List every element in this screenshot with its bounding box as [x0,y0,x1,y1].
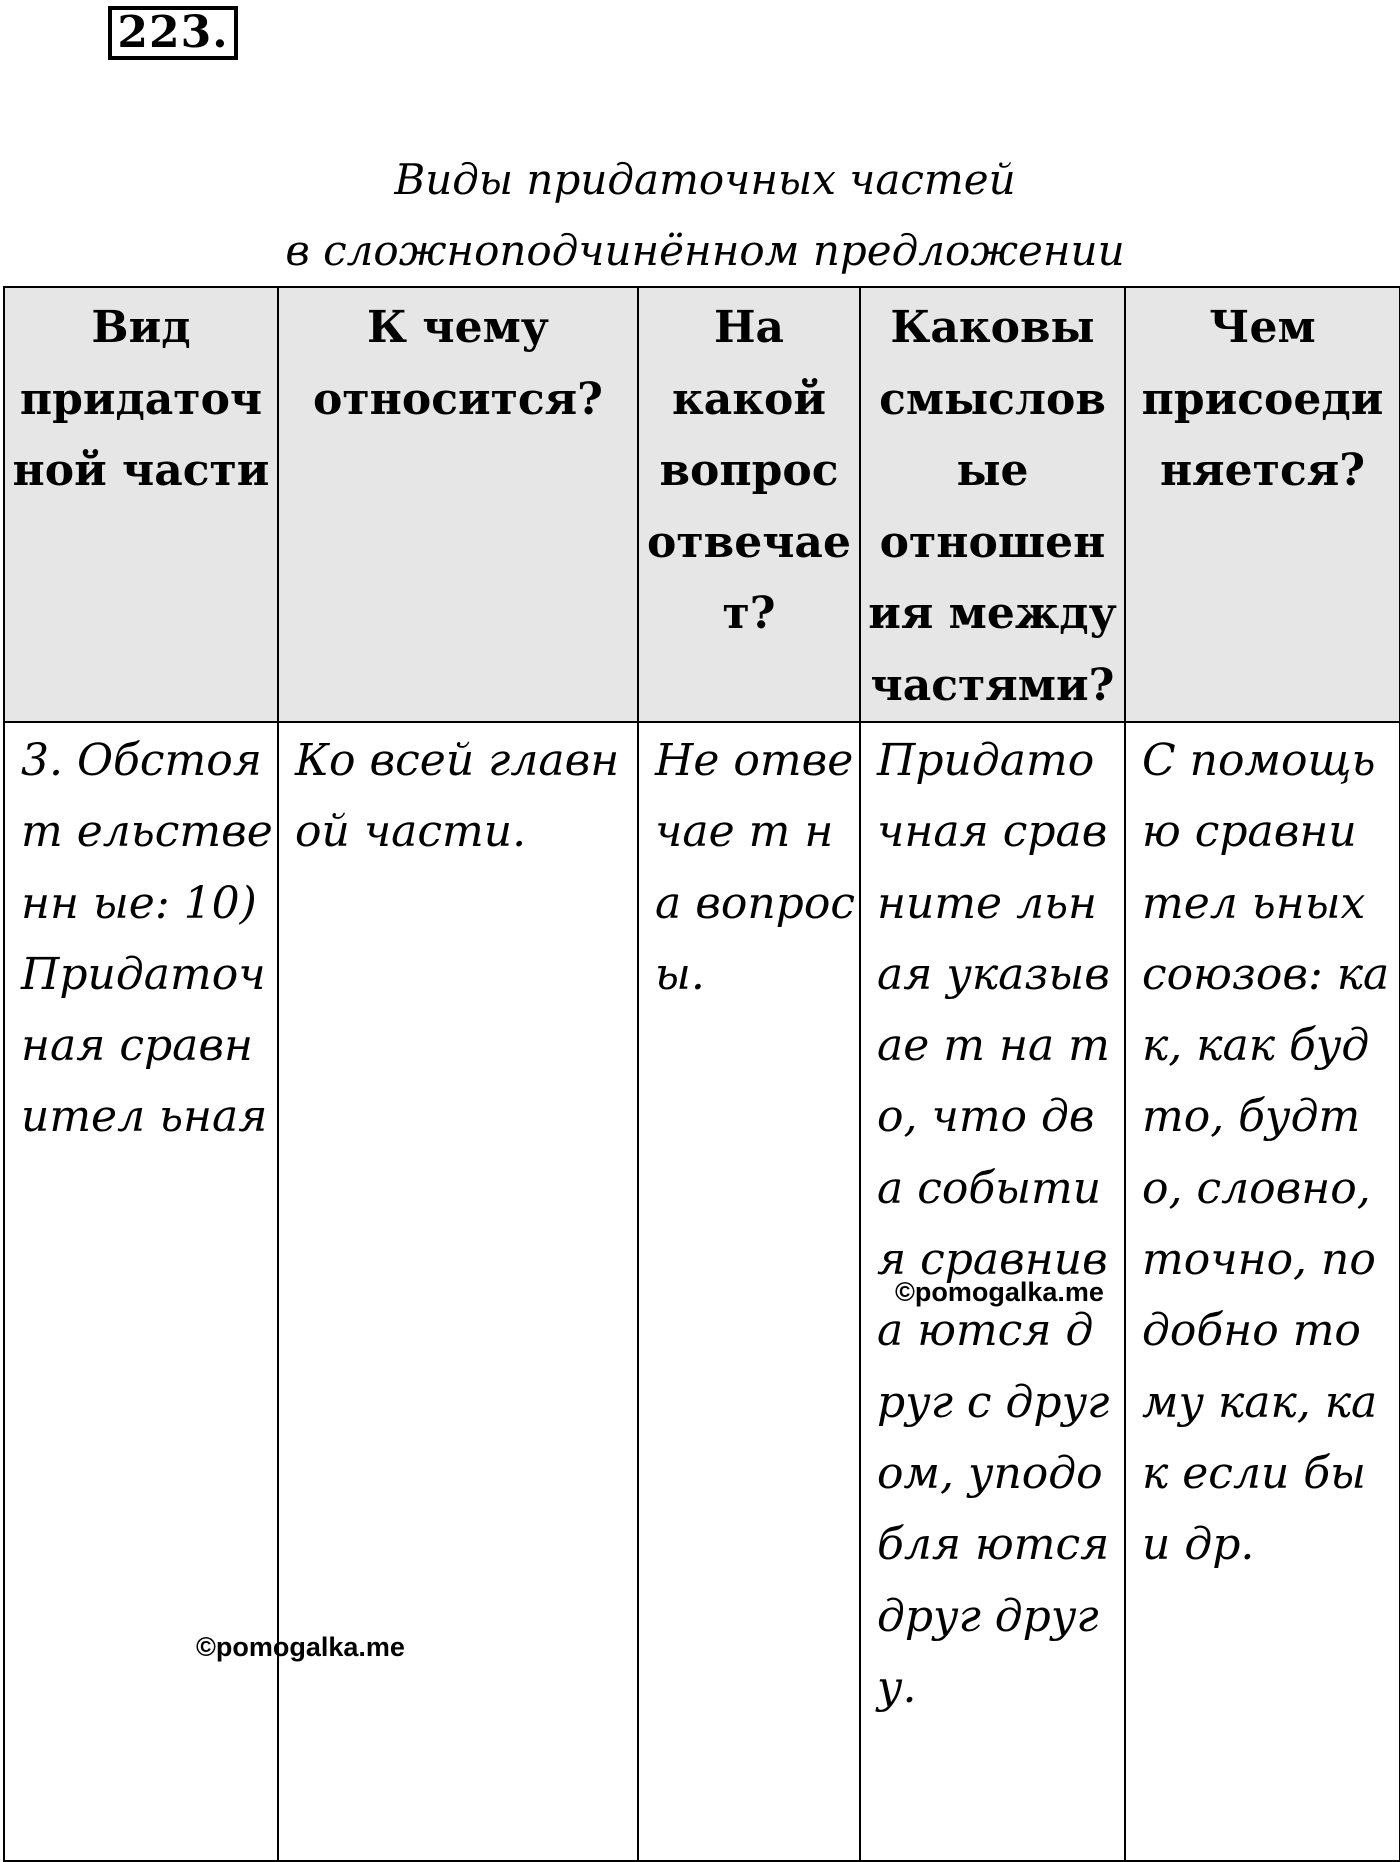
header-clause-type: Вид придаточ ной части [4,287,278,722]
table-row [4,722,1400,1861]
table-title-line1: Виды придаточных частей [394,155,1016,204]
header-relates-to: К чему относится? [278,287,638,722]
header-question: На какой вопрос отвечае т? [638,287,860,722]
header-semantic-relations: Каковы смыслов ые отношен ия между частями? [860,287,1125,722]
watermark: ©pomogalka.me [895,1277,1104,1307]
cell-semantic-relations: Придато чная сравните льная указывае т на то, что два события сравнива ются друг с другом, уподобля ются друг другу. [860,722,1125,1861]
table-header-row [4,287,1400,722]
task-number: 223. [108,6,238,60]
watermark: ©pomogalka.me [196,1632,405,1662]
cell-connected-by: С помощью сравнител ьных союзов: как, как будто, будто, словно, точно, подобно тому как, как если бы и др. [1125,722,1400,1861]
header-connected-by: Чем присоеди няется? [1125,287,1400,722]
subordinate-clause-table [3,286,1400,1862]
cell-relates-to: Ко всей главной части. [278,722,638,1861]
cell-clause-type: 3. Обстоят ельственн ые: 10) Придаточ ная сравнител ьная [4,722,278,1861]
table-title-line2: в сложноподчинённом предложении [285,226,1125,275]
cell-question: Не отвечае т на вопрос ы. [638,722,860,1861]
